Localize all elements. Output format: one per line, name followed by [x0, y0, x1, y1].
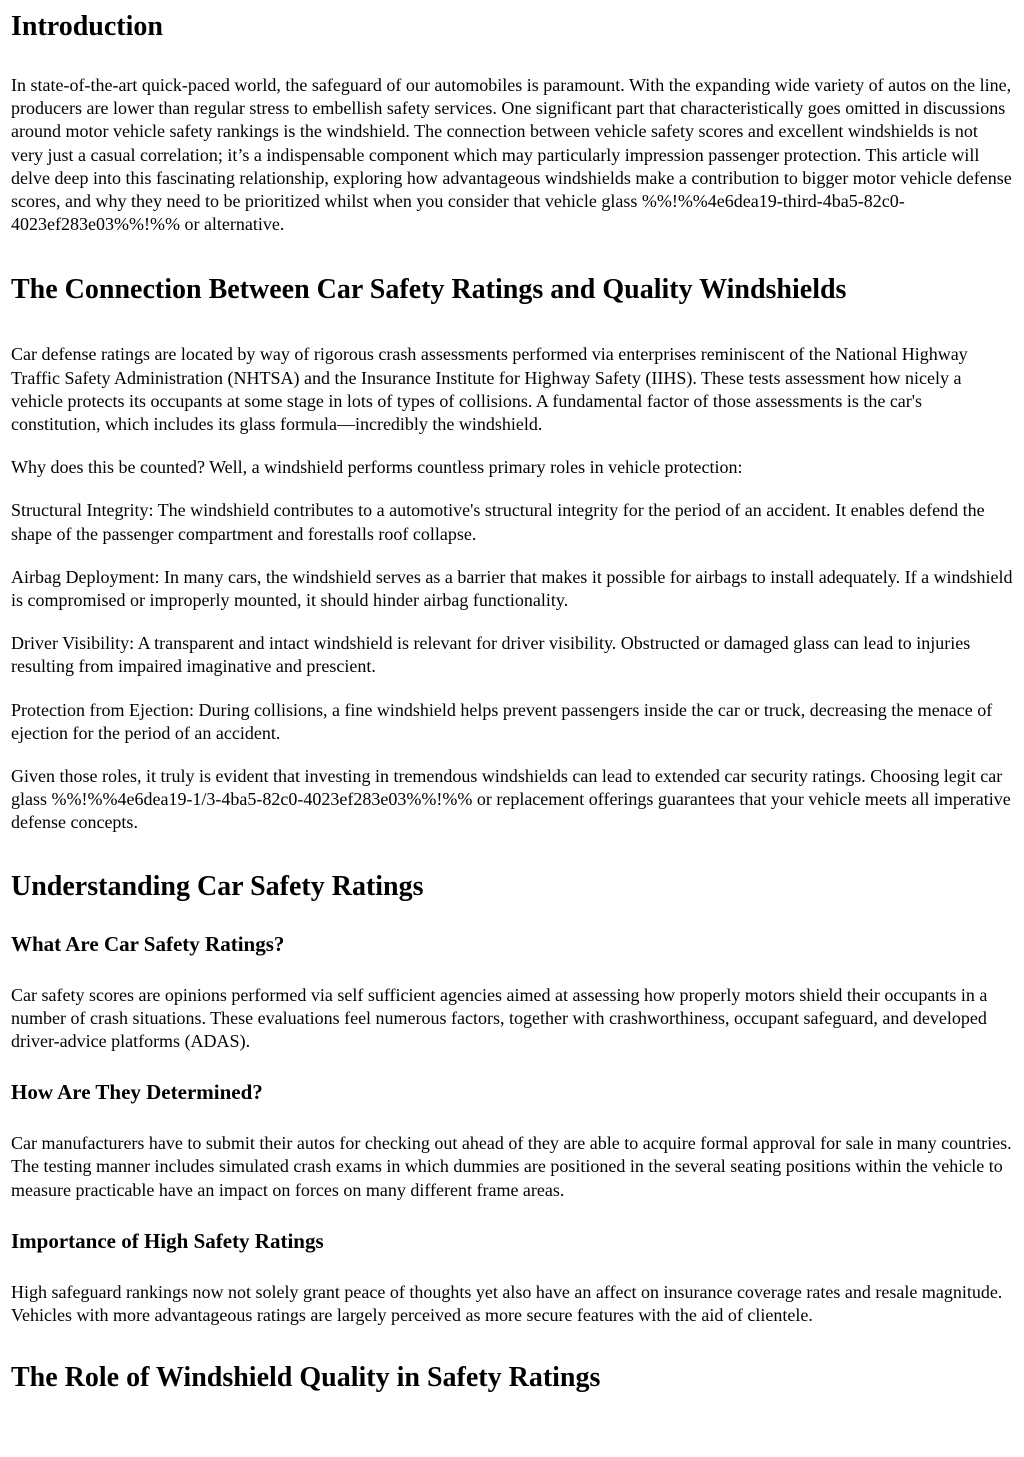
section-connection [11, 274, 1014, 834]
intro-paragraph: In state-of-the-art quick-paced world, the safeguard of our automobiles is paramount. With the expanding wide variety of autos on the line, producers are lower than regular stress to embellish safety services. One significant part that characteristically goes omitted in discussions around motor vehicle safety rankings is the windshield. The connection between vehicle safety scores and excellent windshields is not very just a casual correlation; it’s a indispensable component which may particularly impression passenger protection. This article will delve deep into this fascinating relationship, exploring how advantageous windshields make a contribution to bigger motor vehicle defense scores, and why they need to be prioritized whilst when you consider that vehicle glass %%!%%4e6dea19-third-4ba5-82c0-4023ef283e03%%!%% or alternative. [11, 75, 1012, 235]
connection-paragraph-structural-integrity: Structural Integrity: The windshield contributes to a automotive's structural integrity for the period of an accident. It enables defend the shape of the passenger compartment and forestalls roof collapse. [11, 500, 985, 544]
connection-paragraph-protection-from-ejection: Protection from Ejection: During collisions, a fine windshield helps prevent passengers inside the car or truck, decreasing the menace of ejection for the period of an accident. [11, 699, 993, 743]
section-heading-role-of-windshield: The Role of Windshield Quality in Safety Ratings [11, 1362, 601, 1394]
subsection-paragraph: Car manufacturers have to submit their autos for checking out ahead of they are able to acquire formal approval for sale in many countries. The testing manner includes simulated crash exams in which dummies are positioned in the several seating positions within the vehicle to measure practicable have an impact on forces on many different frame areas. [11, 1133, 1012, 1200]
subsection-paragraph: Car safety scores are opinions performed via self sufficient agencies aimed at assessing how properly motors shield their occupants in a number of crash situations. These evaluations feel numerous factors, together with crashworthiness, occupant safeguard, and developed driver-advice platforms (ADAS). [11, 984, 988, 1052]
connection-paragraph: Car defense ratings are located by way of rigorous crash assessments performed via enterprises reminiscent of the National Highway Traffic Safety Administration (NHTSA) and the Insurance Institute for Highway Safety (IIHS). These tests assessment how nicely a vehicle protects its occupants at some stage in lots of types of collisions. A fundamental factor of those assessments is the car's constitution, which includes its glass formula—incredibly the windshield. [11, 344, 968, 435]
connection-paragraph: Given those roles, it truly is evident that investing in tremendous windshields can lead to extended car security ratings. Choosing legit car glass %%!%%4e6dea19-1/3-4ba5-82c0-4023ef283e03%%!%% or replacement offerings guarantees that your vehicle meets all imperative defense concepts. [11, 766, 1011, 833]
subsection-heading-what-are-ratings: What Are Car Safety Ratings? [11, 931, 285, 956]
subsection-heading-importance: Importance of High Safety Ratings [11, 1228, 324, 1253]
connection-paragraph-driver-visibility: Driver Visibility: A transparent and intact windshield is relevant for driver visibility. Obstructed or damaged glass can lead to injuries resulting from impaired imaginative and prescient. [11, 633, 971, 677]
article [0, 11, 1024, 1394]
section-heading-introduction: Introduction [11, 11, 163, 42]
connection-paragraph: Why does this be counted? Well, a windshield performs countless primary roles in vehicle protection: [11, 457, 743, 478]
section-heading-connection: The Connection Between Car Safety Ratings and Quality Windshields [11, 274, 847, 306]
connection-paragraph-airbag-deployment: Airbag Deployment: In many cars, the windshield serves as a barrier that makes it possible for airbags to install adequately. If a windshield is compromised or improperly mounted, it should hinder airbag functionality. [11, 566, 1013, 611]
subsection-paragraph: High safeguard rankings now not solely grant peace of thoughts yet also have an affect on insurance coverage rates and resale magnitude. Vehicles with more advantageous ratings are largely perceived as more secure features with the aid of clientele. [11, 1281, 1003, 1326]
section-heading-understanding: Understanding Car Safety Ratings [11, 870, 424, 902]
subsection-heading-how-determined: How Are They Determined? [11, 1080, 263, 1105]
